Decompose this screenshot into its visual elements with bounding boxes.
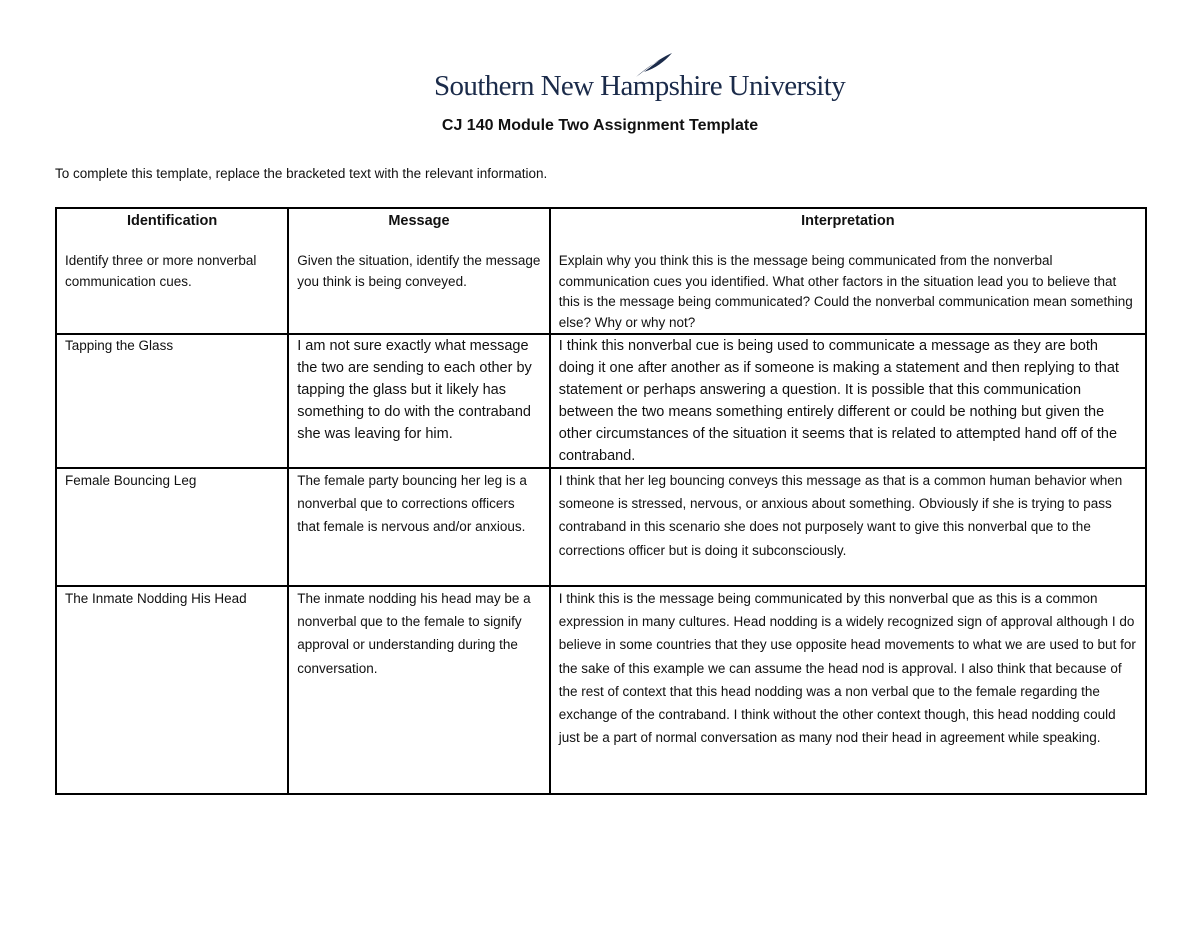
table-header-row xyxy=(56,208,1146,334)
interpretation-cell[interactable] xyxy=(550,468,1146,586)
interpretation-text: I think this is the message being communicated by this nonverbal que as this is a common expression in many cultures. Head nodding is a widely recognized sign of approval although I do believe in some countries that they use opposite head movements to what we are used to but for the sake of this example we can assume the head nod is approval. I also think that because of the rest of context that this head nodding was a non verbal que to the female regarding the exchange of the contraband. I think without the other context though, this head nodding could just be a part of normal conversation as many nod their head in agreement while speaking. xyxy=(558,591,1136,746)
header-cell-message xyxy=(288,208,550,334)
message-text: The female party bouncing her leg is a nonverbal que to corrections officers that female is nervous and/or anxious. xyxy=(297,473,527,535)
header-cell-interpretation xyxy=(550,208,1146,334)
message-cell[interactable] xyxy=(288,334,550,468)
column-description-identification: Identify three or more nonverbal communication cues. xyxy=(65,253,257,289)
table-row xyxy=(56,468,1146,586)
interpretation-cell[interactable] xyxy=(550,586,1146,794)
interpretation-cell[interactable] xyxy=(550,334,1146,468)
table-row xyxy=(56,334,1146,468)
identification-text: Tapping the Glass xyxy=(65,338,174,353)
identification-text: Female Bouncing Leg xyxy=(65,473,197,488)
message-cell[interactable] xyxy=(288,468,550,586)
assignment-table xyxy=(55,207,1147,795)
document-title: CJ 140 Module Two Assignment Template xyxy=(441,117,759,134)
message-text: The inmate nodding his head may be a nonverbal que to the female to signify approval or understanding during the conversation. xyxy=(297,591,531,676)
identification-text: The Inmate Nodding His Head xyxy=(65,591,247,606)
identification-cell[interactable] xyxy=(56,468,288,586)
column-description-interpretation: Explain why you think this is the message being communicated from the nonverbal communication cues you identified. What other factors in the situation lead you to believe that this is the message being communicated? Could the nonverbal communication mean something else? Why or why not? xyxy=(558,253,1133,330)
header-cell-identification xyxy=(56,208,288,334)
column-title-message: Message xyxy=(388,213,450,229)
university-logo xyxy=(434,52,846,108)
instructions-text: To complete this template, replace the bracketed text with the relevant information. xyxy=(55,166,548,181)
column-title-interpretation: Interpretation xyxy=(801,213,895,229)
identification-cell[interactable] xyxy=(56,586,288,794)
table-row xyxy=(56,586,1146,794)
column-title-identification: Identification xyxy=(126,213,218,229)
interpretation-text: I think this nonverbal cue is being used to communicate a message as they are both doing it one after another as if someone is making a statement and then replying to that statement or perhaps answering a question. It is possible that this communication between the two means something entirely different or could be nothing but given the other circumstances of the situation it seems that is related to attempted hand off of the contraband. xyxy=(558,338,1119,464)
identification-cell[interactable] xyxy=(56,334,288,468)
message-text: I am not sure exactly what message the two are sending to each other by tapping the glass but it likely has something to do with the contraband she was leaving for him. xyxy=(297,338,532,442)
message-cell[interactable] xyxy=(288,586,550,794)
column-description-message: Given the situation, identify the message you think is being conveyed. xyxy=(297,253,541,289)
interpretation-text: I think that her leg bouncing conveys this message as that is a common human behavior when someone is stressed, nervous, or anxious about something. Obviously if she is trying to pass contraband in this scenario she does not purposely want to give this nonverbal que to the corrections officer but is doing it subconsciously. xyxy=(558,473,1123,558)
logo-wordmark: Southern New Hampshire University xyxy=(434,70,846,102)
